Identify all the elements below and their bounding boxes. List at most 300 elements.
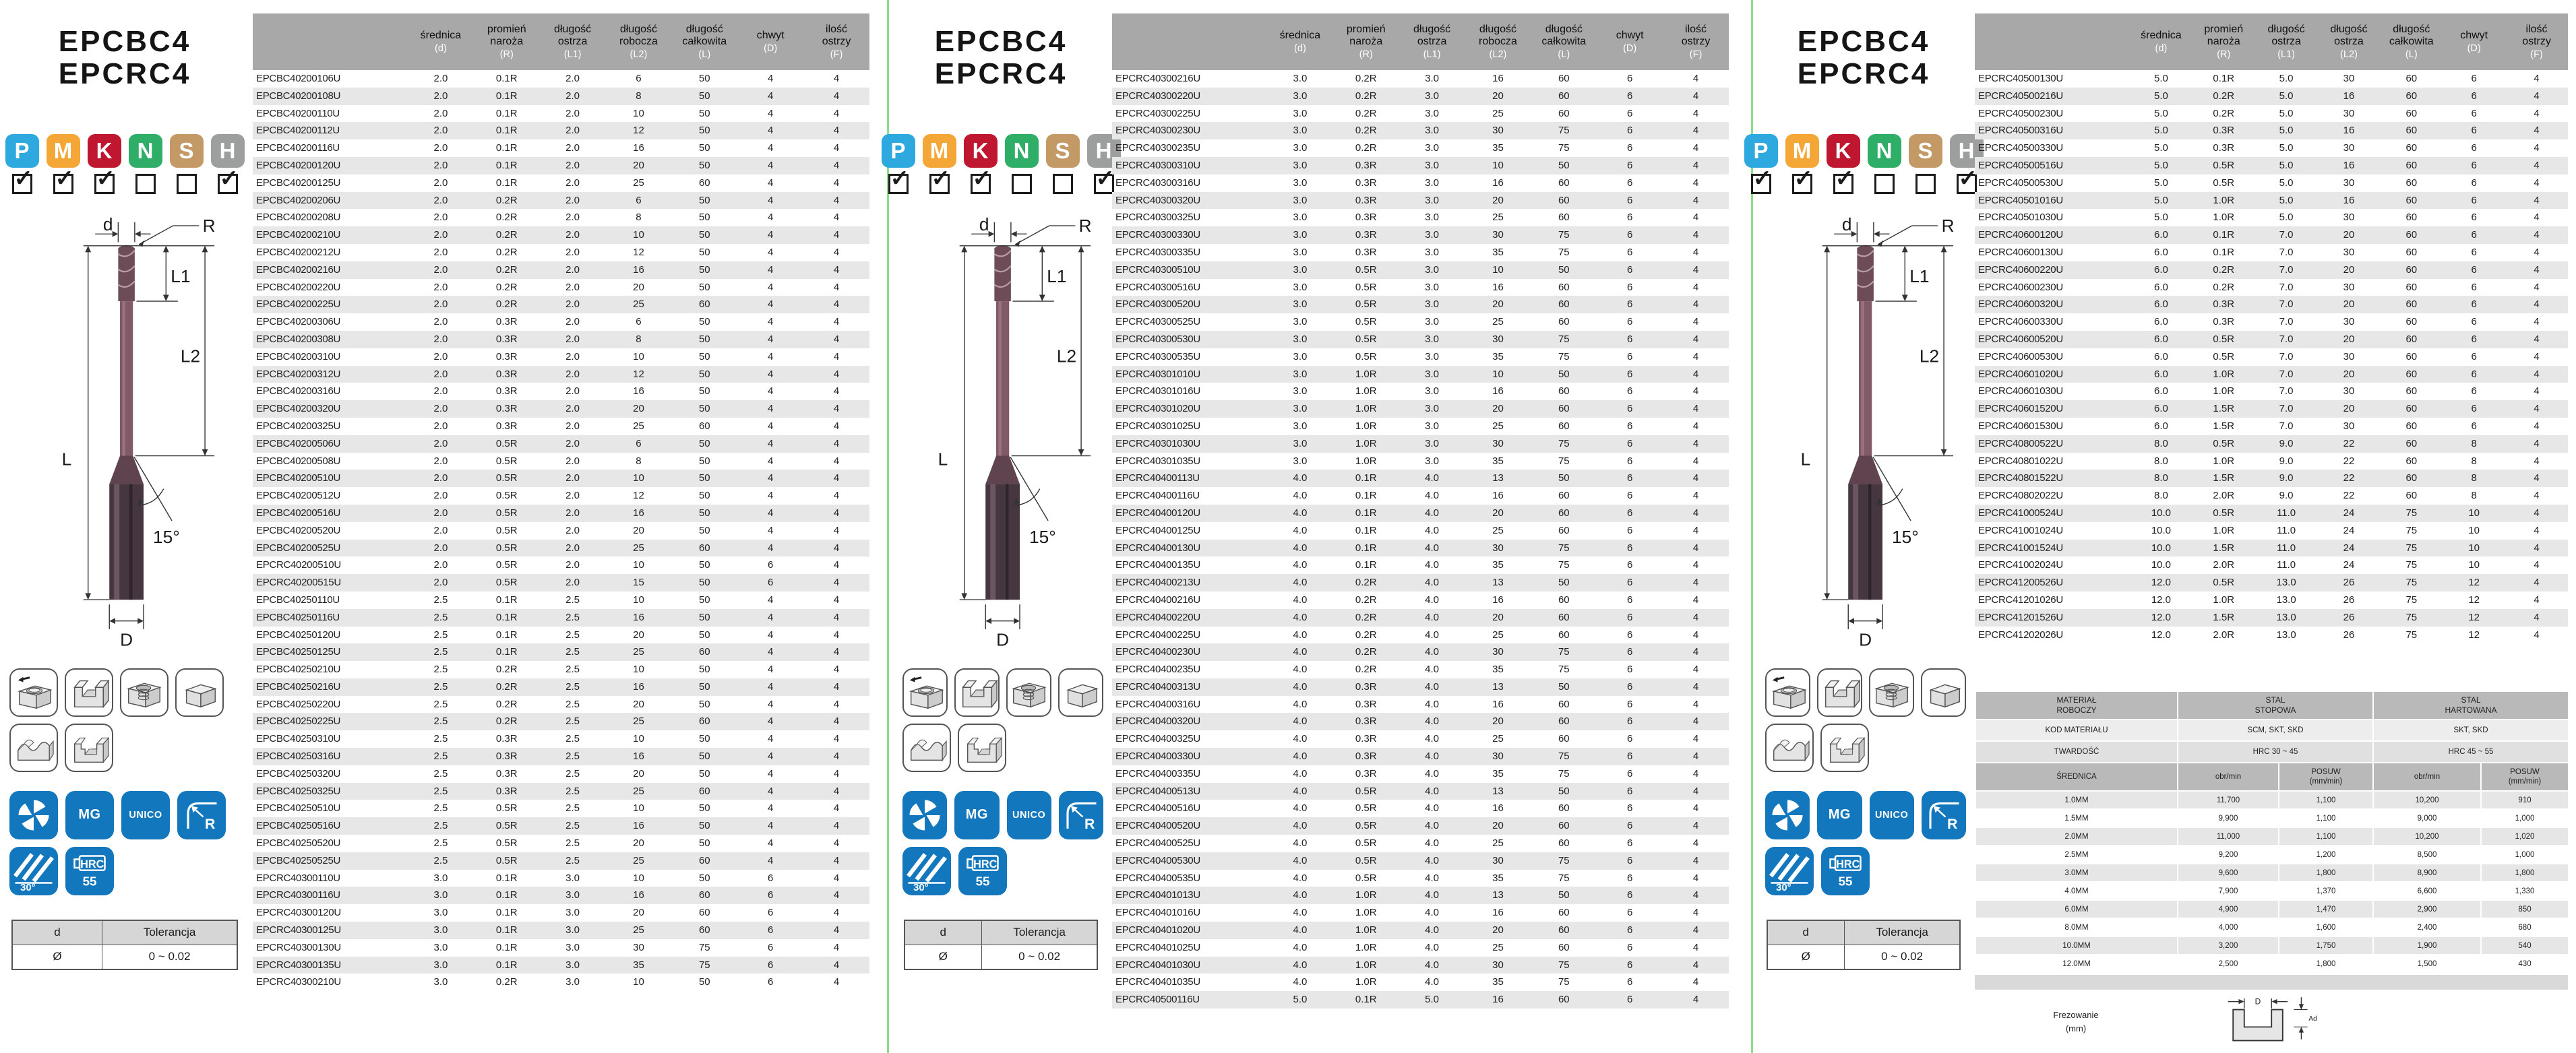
- part-cell: 6: [1626, 73, 1633, 84]
- part-cell: 0.2R: [2213, 107, 2235, 119]
- part-cell: 2.5: [565, 629, 580, 641]
- part-cell: 60: [2405, 125, 2418, 137]
- part-number: EPCRC40600530U: [1978, 350, 2063, 362]
- part-cell: 3.0: [1425, 212, 1440, 224]
- part-cell: 3.0: [1425, 246, 1440, 258]
- part-cell: 9.0: [2279, 472, 2294, 484]
- unico-badge: UNICO: [1007, 791, 1051, 839]
- part-cell: 3.0: [1293, 455, 1308, 467]
- part-cell: 25: [633, 420, 644, 432]
- part-cell: 3.0: [1293, 90, 1308, 102]
- part-cell: 13.0: [2276, 594, 2296, 606]
- part-row: [1112, 678, 1729, 696]
- part-cell: 4: [767, 507, 774, 519]
- part-cell: 2.0: [565, 90, 580, 102]
- part-cell: 6: [1626, 872, 1633, 884]
- part-cell: 0.1R: [495, 629, 518, 641]
- product-title-line1: EPCBC4: [1797, 25, 1930, 58]
- part-cell: 2.0: [433, 212, 448, 224]
- part-cell: 4: [833, 542, 840, 554]
- part-cell: 4.0: [1293, 924, 1308, 936]
- part-cell: 3.0: [1293, 385, 1308, 397]
- part-cell: 12.0: [2151, 629, 2172, 641]
- header-symbol: (F): [1689, 49, 1703, 60]
- part-row: [1975, 209, 2568, 226]
- part-cell: 50: [1558, 680, 1570, 693]
- part-number: EPCRC40401013U: [1115, 889, 1200, 901]
- feature-badges: [1761, 791, 1966, 895]
- part-cell: 50: [698, 629, 710, 641]
- part-number: EPCRC40601520U: [1978, 403, 2063, 415]
- part-row: [1975, 348, 2568, 366]
- helix-angle-icon: [9, 847, 58, 895]
- part-number: EPCRC40400235U: [1115, 664, 1200, 676]
- part-cell: 0.5R: [2213, 350, 2235, 362]
- part-cell: 3.0: [565, 872, 580, 884]
- part-cell: 50: [698, 698, 710, 710]
- dim-l-label: L: [1800, 449, 1811, 470]
- depth-label: Ad: [2308, 1015, 2317, 1023]
- part-number: EPCRC41000524U: [1978, 507, 2063, 519]
- material-m: [46, 134, 81, 194]
- part-cell: 16: [2343, 90, 2355, 102]
- part-cell: 0.3R: [1355, 212, 1377, 224]
- part-cell: 20: [633, 837, 644, 850]
- face-milling-icon: [902, 668, 948, 717]
- part-cell: 2.5: [433, 785, 448, 797]
- part-cell: 6: [1626, 194, 1633, 206]
- product-title: [59, 26, 191, 91]
- part-number: EPCBC40200110U: [256, 107, 340, 119]
- part-cell: 3.0: [1293, 263, 1308, 276]
- part-cell: 10.0: [2151, 507, 2172, 519]
- part-cell: 60: [698, 420, 710, 432]
- material-k: [87, 134, 122, 194]
- part-cell: 7.0: [2279, 385, 2294, 397]
- part-cell: 6: [767, 959, 774, 971]
- part-number: EPCRC40600520U: [1978, 333, 2063, 345]
- part-number: EPCRC40400320U: [1115, 715, 1200, 728]
- part-row: [1975, 470, 2568, 487]
- part-cell: 5.0: [2279, 142, 2294, 154]
- part-number: EPCRC40300116U: [256, 889, 340, 901]
- material-k: [963, 134, 998, 194]
- part-cell: 4: [833, 472, 840, 484]
- part-cell: 4: [1692, 437, 1699, 449]
- part-number: EPCBC40200116U: [256, 142, 340, 154]
- part-cell: 50: [698, 455, 710, 467]
- part-row: [1112, 435, 1729, 453]
- part-cell: 0.5R: [1355, 298, 1377, 311]
- part-cell: 4: [833, 751, 840, 763]
- end-mill-illustration: [1848, 245, 1882, 600]
- part-cell: 0.2R: [1355, 577, 1377, 589]
- part-row: [253, 88, 869, 105]
- material-N-checkbox: [135, 174, 156, 194]
- dim-l1-label: L1: [1909, 265, 1930, 286]
- part-cell: 30: [2343, 212, 2355, 224]
- part-row: [1975, 296, 2568, 313]
- part-cell: 6: [2471, 333, 2477, 345]
- part-number: EPCRC40601030U: [1978, 385, 2063, 397]
- part-cell: 4: [833, 420, 840, 432]
- part-cell: 4.0: [1293, 767, 1308, 779]
- header-symbol: (L): [698, 49, 711, 60]
- part-number: EPCRC40601530U: [1978, 420, 2063, 432]
- part-row: [1975, 400, 2568, 418]
- part-cell: 4: [833, 715, 840, 728]
- part-cell: 30: [2343, 107, 2355, 119]
- part-cell: 10.0: [2151, 559, 2172, 571]
- part-cell: 4: [833, 629, 840, 641]
- part-cell: 2.0: [565, 507, 580, 519]
- part-row: [1112, 470, 1729, 487]
- part-cell: 1.0R: [2213, 385, 2235, 397]
- part-cell: 0.5R: [2213, 159, 2235, 171]
- part-cell: 6: [2471, 142, 2477, 154]
- part-row: [1975, 261, 2568, 279]
- part-cell: 4: [833, 611, 840, 623]
- part-row: [1975, 70, 2568, 88]
- part-cell: 30: [1492, 542, 1504, 554]
- part-cell: 20: [2343, 403, 2355, 415]
- part-cell: 4: [2534, 559, 2540, 571]
- part-number: EPCBC40250216U: [256, 680, 341, 693]
- part-number: EPCRC40400216U: [1115, 594, 1200, 606]
- part-row: [253, 835, 869, 852]
- part-cell: 2.0: [565, 333, 580, 345]
- part-cell: 4: [833, 159, 840, 171]
- r-label: R: [205, 815, 216, 832]
- part-number: EPCBC40200210U: [256, 229, 341, 241]
- part-cell: 16: [633, 263, 644, 276]
- part-cell: 30: [2343, 177, 2355, 189]
- part-cell: 75: [2405, 629, 2418, 641]
- part-cell: 6: [2471, 263, 2477, 276]
- part-cell: 50: [698, 107, 710, 119]
- speed-cell: 1,100: [2279, 827, 2373, 845]
- speeds-row: [1975, 936, 2569, 955]
- part-number: EPCBC40200310U: [256, 350, 341, 362]
- part-cell: 6: [1626, 559, 1633, 571]
- part-cell: 3.0: [1293, 368, 1308, 380]
- header-text: ostrza: [557, 36, 588, 47]
- part-cell: 6: [1626, 594, 1633, 606]
- part-cell: 10: [2468, 524, 2480, 536]
- part-number: EPCBC40250325U: [256, 785, 341, 797]
- part-cell: 4: [1692, 385, 1699, 397]
- part-number: EPCRC40300325U: [1115, 212, 1200, 224]
- speed-cell: 1,370: [2279, 882, 2373, 900]
- header-symbol: (R): [1359, 49, 1373, 60]
- part-cell: 75: [1558, 350, 1570, 362]
- part-cell: 0.1R: [495, 646, 518, 658]
- part-cell: 25: [1492, 941, 1504, 953]
- part-cell: 60: [1558, 733, 1570, 745]
- part-number: EPCRC40801022U: [1978, 455, 2063, 467]
- part-cell: 13: [1492, 472, 1504, 484]
- part-cell: 0.3R: [495, 316, 518, 328]
- part-cell: 11.0: [2277, 542, 2296, 554]
- part-cell: 75: [2405, 507, 2418, 519]
- header-symbol: (D): [1623, 42, 1637, 54]
- part-cell: 6: [1626, 611, 1633, 623]
- diameter-cell: 12.0MM: [1975, 955, 2178, 973]
- part-cell: 4: [833, 802, 840, 815]
- part-number: EPCRC40800522U: [1978, 437, 2063, 449]
- part-cell: 4: [767, 646, 774, 658]
- part-cell: 4: [2534, 142, 2540, 154]
- part-cell: 3.0: [1425, 420, 1440, 432]
- part-number: EPCBC40200212U: [256, 246, 341, 258]
- part-cell: 60: [2405, 281, 2418, 293]
- product-panel-1: [0, 0, 249, 1053]
- part-cell: 0.2R: [1355, 629, 1377, 641]
- part-row: [1975, 192, 2568, 210]
- part-cell: 4.0: [1425, 680, 1440, 693]
- part-row: [1112, 70, 1729, 88]
- part-cell: 0.5R: [495, 802, 518, 815]
- part-cell: 0.1R: [1355, 542, 1377, 554]
- helical-milling-icon: [1869, 668, 1914, 717]
- part-cell: 3.0: [1425, 333, 1440, 345]
- part-cell: 2.0: [433, 403, 448, 415]
- part-cell: 2.0: [433, 542, 448, 554]
- header-text: promień: [487, 24, 526, 36]
- part-cell: 7.0: [2279, 403, 2294, 415]
- part-cell: 3.0: [1293, 298, 1308, 311]
- part-row: [1975, 331, 2568, 348]
- part-row: [1112, 174, 1729, 192]
- part-cell: 2.0: [433, 73, 448, 84]
- part-cell: 12: [2468, 594, 2480, 606]
- part-row: [253, 852, 869, 870]
- part-cell: 60: [1558, 177, 1570, 189]
- part-cell: 20: [633, 403, 644, 415]
- part-cell: 2.5: [565, 802, 580, 815]
- header-symbol: (L): [2405, 49, 2418, 60]
- part-cell: 2.0: [565, 194, 580, 206]
- part-cell: 3.0: [433, 872, 448, 884]
- part-cell: 60: [1558, 802, 1570, 815]
- part-cell: 4: [833, 455, 840, 467]
- part-row: [1975, 105, 2568, 123]
- part-cell: 2.0: [433, 316, 448, 328]
- header-text: robocza: [619, 36, 658, 47]
- part-cell: 12: [633, 368, 644, 380]
- part-cell: 50: [1558, 889, 1570, 901]
- part-cell: 4.0: [1293, 490, 1308, 502]
- material-p: [881, 134, 916, 194]
- part-cell: 8: [2471, 490, 2477, 502]
- check-icon: ✓: [219, 165, 239, 191]
- part-cell: 0.3R: [495, 350, 518, 362]
- part-cell: 75: [1558, 767, 1570, 779]
- part-cell: 4: [833, 212, 840, 224]
- speed-cell: 1,000: [2481, 845, 2569, 864]
- part-cell: 4: [833, 698, 840, 710]
- part-cell: 6: [636, 194, 642, 206]
- part-cell: 50: [698, 751, 710, 763]
- part-number: EPCRC40300530U: [1115, 333, 1200, 345]
- part-cell: 13: [1492, 889, 1504, 901]
- part-cell: 0.1R: [2213, 229, 2235, 241]
- part-row: [253, 783, 869, 800]
- part-cell: 2.5: [433, 611, 448, 623]
- part-cell: 0.3R: [2213, 298, 2235, 311]
- part-cell: 4: [1692, 159, 1699, 171]
- part-cell: 4.0: [1425, 767, 1440, 779]
- part-cell: 6: [1626, 698, 1633, 710]
- part-cell: 4: [767, 594, 774, 606]
- part-cell: 30: [2343, 316, 2355, 328]
- part-cell: 20: [1492, 611, 1504, 623]
- part-row: [253, 540, 869, 557]
- part-cell: 60: [1558, 941, 1570, 953]
- part-cell: 7.0: [2279, 420, 2294, 432]
- part-cell: 4: [767, 246, 774, 258]
- material-H-icon: H: [1950, 134, 1984, 168]
- part-cell: 2.0: [433, 298, 448, 311]
- header-text: długość: [2330, 24, 2368, 36]
- part-cell: 4: [1692, 229, 1699, 241]
- part-number: EPCRC40300330U: [1115, 229, 1200, 241]
- part-cell: 3.0: [1425, 177, 1440, 189]
- part-cell: 0.3R: [495, 333, 518, 345]
- part-cell: 4: [2534, 263, 2540, 276]
- header-text: długość: [1479, 24, 1517, 36]
- part-cell: 8: [636, 333, 642, 345]
- part-cell: 4: [833, 820, 840, 832]
- header-symbol: (L): [1558, 49, 1570, 60]
- part-cell: 0.2R: [1355, 664, 1377, 676]
- speed-cell: 2,500: [2178, 955, 2279, 973]
- part-cell: 2.5: [433, 629, 448, 641]
- tolerance-table: [1767, 920, 1961, 970]
- part-cell: 2.0: [433, 194, 448, 206]
- part-cell: 13.0: [2276, 629, 2296, 641]
- part-cell: 2.0: [565, 281, 580, 293]
- part-cell: 3.0: [1293, 212, 1308, 224]
- part-cell: 4: [767, 802, 774, 815]
- part-row: [253, 226, 869, 244]
- part-cell: 4.0: [1425, 472, 1440, 484]
- part-cell: 4: [767, 664, 774, 676]
- part-cell: 4: [833, 524, 840, 536]
- material-S-icon: S: [170, 134, 204, 168]
- part-cell: 75: [1558, 333, 1570, 345]
- part-cell: 22: [2343, 490, 2355, 502]
- part-cell: 0.3R: [1355, 733, 1377, 745]
- part-cell: 3.0: [1293, 159, 1308, 171]
- tolerance-value: 0 ~ 0.02: [981, 945, 1097, 969]
- dim-l1-label: L1: [171, 265, 191, 286]
- part-cell: 0.3R: [1355, 229, 1377, 241]
- part-cell: 4: [1692, 403, 1699, 415]
- part-cell: 35: [1492, 559, 1504, 571]
- part-cell: 4: [833, 924, 840, 936]
- column-header: [1531, 13, 1597, 70]
- part-cell: 4.0: [1293, 611, 1308, 623]
- material-K-icon: K: [964, 134, 998, 168]
- part-cell: 60: [1558, 507, 1570, 519]
- part-cell: 0.5R: [2213, 507, 2235, 519]
- part-cell: 10: [633, 229, 644, 241]
- part-cell: 11.0: [2277, 507, 2296, 519]
- part-cell: 4: [1692, 263, 1699, 276]
- part-cell: 4.0: [1293, 820, 1308, 832]
- part-cell: 24: [2343, 507, 2355, 519]
- part-cell: 3.0: [1293, 316, 1308, 328]
- part-cell: 6: [767, 559, 774, 571]
- part-number: EPCRC40500316U: [1978, 125, 2063, 137]
- part-cell: 10: [2468, 542, 2480, 554]
- part-cell: 0.1R: [1355, 559, 1377, 571]
- part-cell: 4: [767, 263, 774, 276]
- header-symbol: (L2): [1489, 49, 1507, 60]
- part-cell: 75: [698, 941, 710, 953]
- part-cell: 1.5R: [2213, 611, 2235, 623]
- part-cell: 2.5: [565, 785, 580, 797]
- part-cell: 4.0: [1425, 715, 1440, 728]
- part-cell: 6.0: [2153, 229, 2168, 241]
- part-cell: 60: [698, 177, 710, 189]
- part-cell: 50: [1558, 159, 1570, 171]
- part-cell: 1.0R: [2213, 212, 2235, 224]
- part-row: [1112, 348, 1729, 366]
- part-row: [253, 627, 869, 644]
- part-cell: 4.0: [1293, 680, 1308, 693]
- part-cell: 4: [2534, 107, 2540, 119]
- part-cell: 4: [767, 350, 774, 362]
- part-cell: 3.0: [1293, 229, 1308, 241]
- part-cell: 20: [633, 907, 644, 919]
- material-N-icon: N: [1868, 134, 1901, 168]
- speeds-row: [1975, 900, 2569, 918]
- part-cell: 4: [1692, 785, 1699, 797]
- part-cell: 0.1R: [495, 941, 518, 953]
- part-cell: 26: [2343, 611, 2355, 623]
- part-cell: 4: [1692, 872, 1699, 884]
- part-cell: 8: [2471, 472, 2477, 484]
- part-row: [253, 122, 869, 139]
- part-cell: 6: [1626, 629, 1633, 641]
- application-pictograms: [5, 668, 244, 772]
- part-cell: 10: [633, 664, 644, 676]
- part-cell: 2.0: [565, 159, 580, 171]
- column-header: [1597, 13, 1663, 70]
- part-cell: 4.0: [1293, 837, 1308, 850]
- part-row: [1975, 244, 2568, 261]
- part-cell: 4.0: [1293, 629, 1308, 641]
- column-header: [1465, 13, 1531, 70]
- material-P-icon: P: [882, 134, 915, 168]
- part-cell: 4: [833, 559, 840, 571]
- header-row: [1975, 13, 2568, 70]
- part-cell: 20: [1492, 298, 1504, 311]
- part-cell: 2.0: [565, 212, 580, 224]
- part-cell: 4: [2534, 125, 2540, 137]
- part-cell: 4: [2534, 316, 2540, 328]
- part-row: [253, 974, 869, 991]
- part-cell: 4: [2534, 281, 2540, 293]
- part-cell: 60: [698, 646, 710, 658]
- part-cell: 0.2R: [495, 976, 518, 988]
- part-cell: 20: [2343, 263, 2355, 276]
- part-row: [1112, 904, 1729, 922]
- part-cell: 22: [2343, 437, 2355, 449]
- part-cell: 4: [767, 420, 774, 432]
